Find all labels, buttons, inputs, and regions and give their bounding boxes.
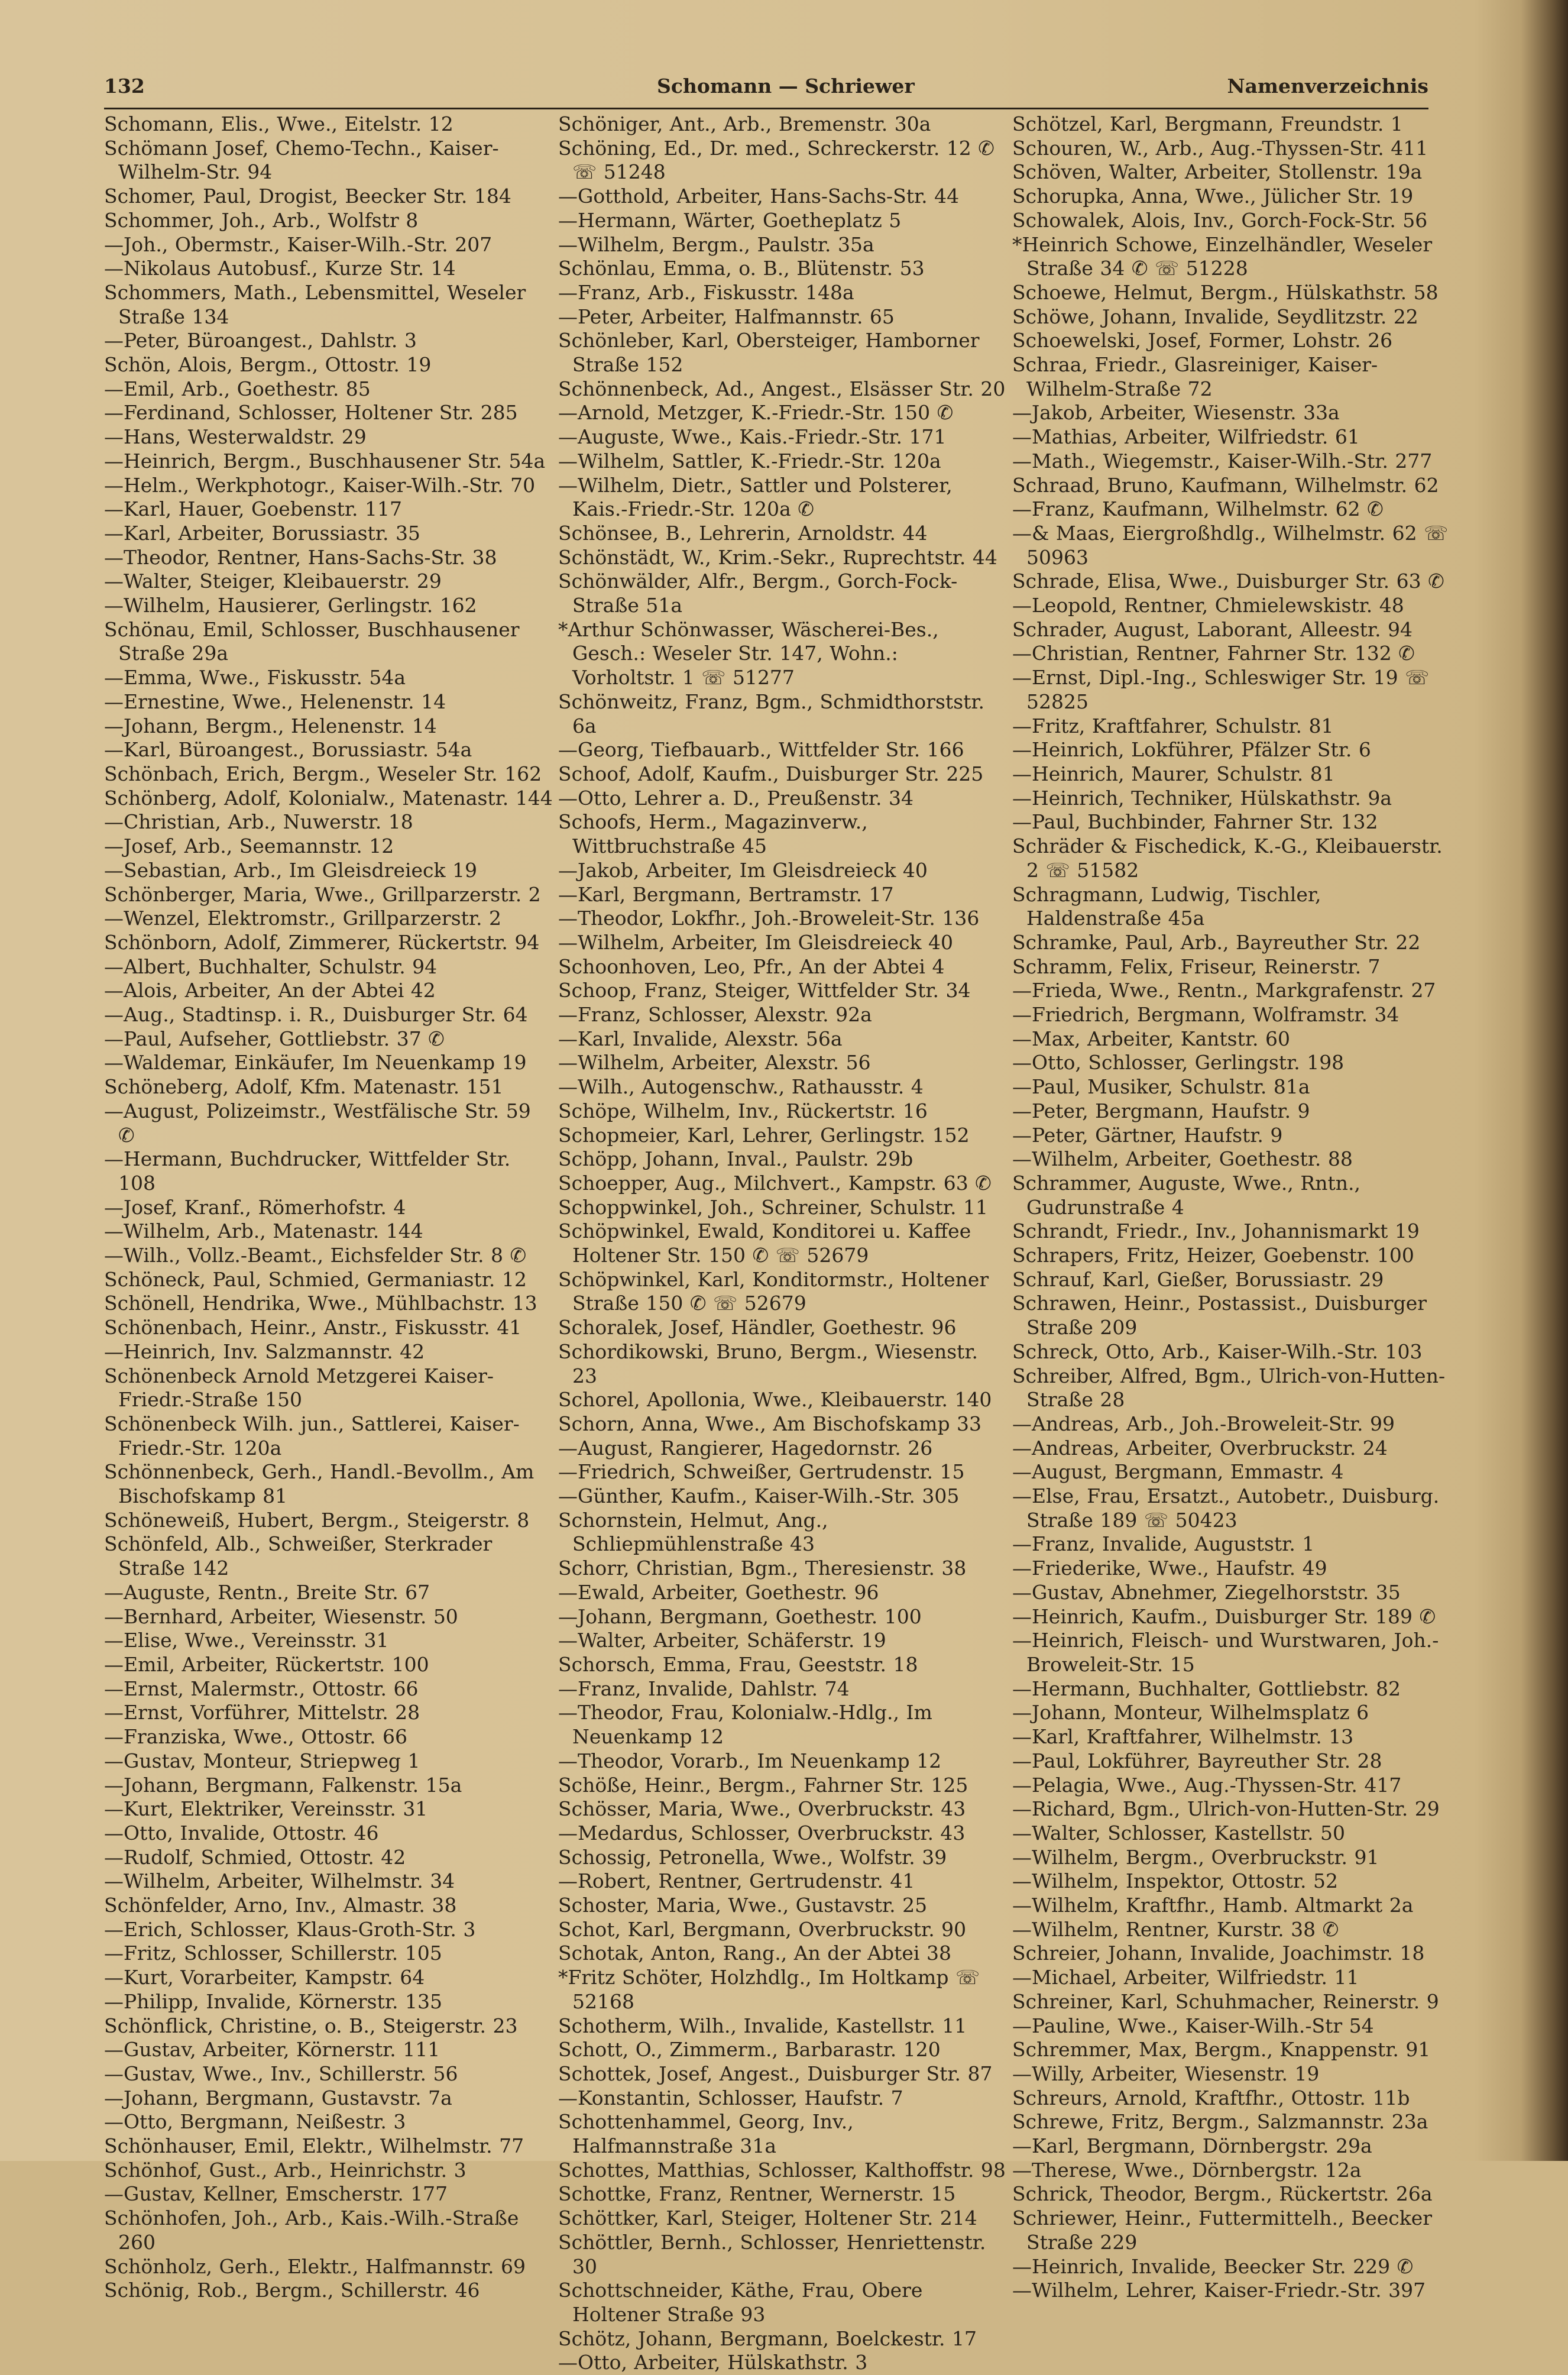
directory-entry: —Josef, Kranf., Römerhofstr. 4: [104, 1195, 406, 1219]
directory-entry: Schönenbeck Arnold Metzgerei Kaiser-Friedr.-Straße 150: [104, 1364, 494, 1412]
directory-entry: —Ernestine, Wwe., Helenenstr. 14: [104, 690, 446, 713]
directory-entry: —Friedrich, Bergmann, Wolframstr. 34: [1012, 1003, 1399, 1027]
directory-entry: Schoof, Adolf, Kaufm., Duisburger Str. 225: [558, 762, 984, 785]
directory-entry: —Peter, Bergmann, Haufstr. 9: [1012, 1099, 1310, 1122]
directory-entry: Schönhofen, Joh., Arb., Kais.-Wilh.-Straße 260: [104, 2206, 519, 2254]
directory-entry: Schramm, Felix, Friseur, Reinerstr. 7: [1012, 954, 1381, 978]
directory-entry: Schötzel, Karl, Bergmann, Freundstr. 1: [1012, 112, 1403, 135]
directory-entry: Schönfelder, Arno, Inv., Almastr. 38: [104, 1894, 457, 1917]
directory-entry: —Theodor, Lokfhr., Joh.-Broweleit-Str. 136: [558, 907, 980, 930]
directory-entry: Schossig, Petronella, Wwe., Wolfstr. 39: [558, 1845, 947, 1869]
directory-entry: Schrandt, Friedr., Inv., Johannismarkt 19: [1012, 1219, 1420, 1243]
directory-entry: —Hermann, Buchdrucker, Wittfelder Str. 108: [104, 1147, 511, 1195]
directory-entry: Schotak, Anton, Rang., An der Abtei 38: [558, 1942, 951, 1965]
directory-entry: —Wilhelm, Kraftfhr., Hamb. Altmarkt 2a: [1012, 1894, 1414, 1917]
directory-entry: —Gustav, Arbeiter, Körnerstr. 111: [104, 2038, 440, 2062]
directory-entry: —Otto, Schlosser, Gerlingstr. 198: [1012, 1051, 1345, 1075]
directory-entry: —Franz, Kaufmann, Wilhelmstr. 62 ✆: [1012, 497, 1384, 521]
directory-entry: Schreck, Otto, Arb., Kaiser-Wilh.-Str. 103: [1012, 1339, 1423, 1363]
directory-entry: Schönleber, Karl, Obersteiger, Hamborner Straße 152: [558, 329, 980, 377]
directory-entry: *Heinrich Schowe, Einzelhändler, Weseler Straße 34 ✆ ☏ 51228: [1012, 232, 1433, 280]
directory-entry: —Alois, Arbeiter, An der Abtei 42: [104, 979, 436, 1002]
directory-entry: —Ernst, Vorführer, Mittelstr. 28: [104, 1701, 420, 1724]
directory-entry: —Karl, Invalide, Alexstr. 56a: [558, 1027, 843, 1050]
directory-entry: Schrammer, Auguste, Wwe., Rntn., Gudrunstraße 4: [1012, 1171, 1360, 1219]
directory-entry: Schöven, Walter, Arbeiter, Stollenstr. 19a: [1012, 160, 1423, 184]
directory-entry: —Karl, Hauer, Goebenstr. 117: [104, 497, 402, 521]
directory-entry: Schorn, Anna, Wwe., Am Bischofskamp 33: [558, 1412, 982, 1435]
directory-entry: —Johann, Bergm., Helenenstr. 14: [104, 714, 437, 737]
directory-entry: —Ferdinand, Schlosser, Holtener Str. 285: [104, 401, 518, 425]
directory-entry: —Johann, Bergmann, Goethestr. 100: [558, 1604, 922, 1628]
page-header: [104, 75, 1428, 111]
directory-entry: Schramke, Paul, Arb., Bayreuther Str. 22: [1012, 930, 1421, 954]
directory-entry: —Walter, Schlosser, Kastellstr. 50: [1012, 1821, 1345, 1845]
directory-entry: —Wilhelm, Arbeiter, Wilhelmstr. 34: [104, 1869, 455, 1893]
directory-entry: Schönlau, Emma, o. B., Blütenstr. 53: [558, 257, 925, 280]
directory-entry: —Peter, Arbeiter, Halfmannstr. 65: [558, 305, 895, 328]
directory-entry: —Gustav, Abnehmer, Ziegelhorststr. 35: [1012, 1580, 1401, 1604]
directory-entry: Schönnenbeck, Gerh., Handl.-Bevollm., Am Bischofskamp 81: [104, 1460, 534, 1508]
directory-entry: —August, Rangierer, Hagedornstr. 26: [558, 1436, 933, 1460]
directory-entry: —Willy, Arbeiter, Wiesenstr. 19: [1012, 2062, 1320, 2085]
directory-entry: —Theodor, Vorarb., Im Neuenkamp 12: [558, 1749, 942, 1772]
directory-entry: Schorel, Apollonia, Wwe., Kleibauerstr. 140: [558, 1388, 992, 1412]
directory-entry: —Walter, Arbeiter, Schäferstr. 19: [558, 1629, 886, 1652]
directory-entry: —Karl, Bergmann, Dörnbergstr. 29a: [1012, 2134, 1372, 2158]
directory-entry: —Hermann, Wärter, Goetheplatz 5: [558, 208, 902, 232]
directory-entry: —Georg, Tiefbauarb., Wittfelder Str. 166: [558, 738, 964, 762]
directory-entry: —Robert, Rentner, Gertrudenstr. 41: [558, 1869, 915, 1893]
directory-entry: Schöße, Heinr., Bergm., Fahrner Str. 125: [558, 1773, 968, 1797]
directory-entry: Schönig, Rob., Bergm., Schillerstr. 46: [104, 2279, 480, 2302]
directory-entry: Schottschneider, Käthe, Frau, Obere Holtener Straße 93: [558, 2279, 923, 2326]
directory-entry: —Theodor, Frau, Kolonialw.-Hdlg., Im Neuenkamp 12: [558, 1701, 932, 1749]
directory-entry: —Konstantin, Schlosser, Haufstr. 7: [558, 2086, 903, 2109]
column-2: [558, 112, 1007, 2375]
directory-entry: *Fritz Schöter, Holzhdlg., Im Holtkamp ☏ 52168: [558, 1966, 980, 2013]
directory-entry: —Pelagia, Wwe., Aug.-Thyssen-Str. 417: [1012, 1773, 1402, 1797]
directory-entry: —Math., Wiegemstr., Kaiser-Wilh.-Str. 277: [1012, 449, 1433, 473]
directory-entry: Schott, O., Zimmerm., Barbarastr. 120: [558, 2038, 941, 2062]
directory-entry: Schöneberg, Adolf, Kfm. Matenastr. 151: [104, 1075, 504, 1099]
directory-entry: Schötz, Johann, Bergmann, Boelckestr. 17: [558, 2327, 977, 2350]
directory-entry: Schordikowski, Bruno, Bergm., Wiesenstr. 23: [558, 1339, 979, 1387]
directory-entry: Schönell, Hendrika, Wwe., Mühlbachstr. 13: [104, 1292, 537, 1315]
directory-entry: Schrade, Elisa, Wwe., Duisburger Str. 63 ✆: [1012, 570, 1444, 593]
directory-entry: Schomer, Paul, Drogist, Beecker Str. 184: [104, 185, 511, 208]
directory-entry: —Albert, Buchhalter, Schulstr. 94: [104, 954, 438, 978]
directory-entry: Schönweitz, Franz, Bgm., Schmidthorststr. 6a: [558, 690, 985, 737]
directory-entry: —Franziska, Wwe., Ottostr. 66: [104, 1725, 408, 1749]
directory-entry: Schreurs, Arnold, Kraftfhr., Ottostr. 11b: [1012, 2086, 1410, 2109]
directory-entry: Schönnenbeck, Ad., Angest., Elsässer Str. 20: [558, 377, 1006, 400]
directory-entry: —Karl, Büroangest., Borussiastr. 54a: [104, 738, 472, 762]
directory-entry: Schottes, Matthias, Schlosser, Kalthoffstr. 98: [558, 2158, 1006, 2182]
directory-entry: —Emil, Arbeiter, Rückertstr. 100: [104, 1653, 429, 1676]
directory-entry: —Walter, Steiger, Kleibauerstr. 29: [104, 570, 442, 593]
directory-entry: —Else, Frau, Ersatzt., Autobetr., Duisburg. Straße 189 ☏ 50423: [1012, 1484, 1440, 1532]
directory-entry: Schönborn, Adolf, Zimmerer, Rückertstr. 94: [104, 930, 540, 954]
directory-entry: Schremmer, Max, Bergm., Knappenstr. 91: [1012, 2038, 1431, 2062]
directory-entry: Schragmann, Ludwig, Tischler, Haldenstraße 45a: [1012, 882, 1321, 930]
directory-entry: Schönflick, Christine, o. B., Steigerstr. 23: [104, 2014, 518, 2037]
directory-entry: —Jakob, Arbeiter, Wiesenstr. 33a: [1012, 401, 1340, 425]
directory-entry: —Wilhelm, Hausierer, Gerlingstr. 162: [104, 594, 477, 617]
directory-entry: —Andreas, Arb., Joh.-Broweleit-Str. 99: [1012, 1412, 1395, 1435]
directory-entry: —Heinrich, Kaufm., Duisburger Str. 189 ✆: [1012, 1604, 1436, 1628]
column-1: [104, 112, 553, 2303]
directory-entry: —Günther, Kaufm., Kaiser-Wilh.-Str. 305: [558, 1484, 960, 1508]
directory-entry: —Franz, Arb., Fiskusstr. 148a: [558, 280, 854, 304]
directory-entry: —Philipp, Invalide, Körnerstr. 135: [104, 1989, 442, 2013]
name-range: Schomann — Schriewer: [657, 75, 915, 98]
directory-entry: —Rudolf, Schmied, Ottostr. 42: [104, 1845, 406, 1869]
directory-entry: Schornstein, Helmut, Ang., Schliepmühlenstraße 43: [558, 1508, 828, 1556]
directory-entry: Schönberger, Maria, Wwe., Grillparzerstr. 2: [104, 882, 541, 906]
directory-entry: —Ewald, Arbeiter, Goethestr. 96: [558, 1580, 879, 1604]
directory-entry: Schoofs, Herm., Magazinverw., Wittbruchstraße 45: [558, 810, 868, 858]
directory-entry: —Joh., Obermstr., Kaiser-Wilh.-Str. 207: [104, 232, 493, 256]
directory-entry: —Gotthold, Arbeiter, Hans-Sachs-Str. 44: [558, 185, 960, 208]
page-number: 132: [104, 75, 145, 98]
directory-entry: —Karl, Arbeiter, Borussiastr. 35: [104, 521, 420, 545]
directory-entry: —Otto, Lehrer a. D., Preußenstr. 34: [558, 786, 913, 810]
directory-entry: —Mathias, Arbeiter, Wilfriedstr. 61: [1012, 425, 1360, 449]
directory-entry: Schottenhammel, Georg, Inv., Halfmannstraße 31a: [558, 2110, 854, 2158]
directory-entry: —Paul, Musiker, Schulstr. 81a: [1012, 1075, 1310, 1099]
directory-entry: —Wilh., Autogenschw., Rathausstr. 4: [558, 1075, 924, 1099]
directory-entry: —Heinrich, Techniker, Hülskathstr. 9a: [1012, 786, 1392, 810]
directory-entry: —Fritz, Schlosser, Schillerstr. 105: [104, 1942, 442, 1965]
directory-entry: —Kurt, Vorarbeiter, Kampstr. 64: [104, 1966, 425, 1989]
directory-entry: —Arnold, Metzger, K.-Friedr.-Str. 150 ✆: [558, 401, 954, 425]
directory-entry: —Erich, Schlosser, Klaus-Groth-Str. 3: [104, 1917, 476, 1941]
directory-entry: Schreier, Johann, Invalide, Joachimstr. 18: [1012, 1942, 1425, 1965]
directory-entry: —Otto, Bergmann, Neißestr. 3: [104, 2110, 406, 2134]
directory-entry: Schoonhoven, Leo, Pfr., An der Abtei 4: [558, 954, 945, 978]
directory-entry: —Franz, Invalide, Dahlstr. 74: [558, 1677, 850, 1700]
directory-entry: —Pauline, Wwe., Kaiser-Wilh.-Str 54: [1012, 2014, 1374, 2037]
directory-entry: Schöneweiß, Hubert, Bergm., Steigerstr. 8: [104, 1508, 530, 1532]
directory-entry: —Emil, Arb., Goethestr. 85: [104, 377, 371, 400]
directory-entry: Schöpwinkel, Ewald, Konditorei u. Kaffee Holtener Str. 150 ✆ ☏ 52679: [558, 1219, 971, 1267]
directory-entry: Schreiner, Karl, Schuhmacher, Reinerstr. 9: [1012, 1989, 1439, 2013]
directory-entry: Schottek, Josef, Angest., Duisburger Str. 87: [558, 2062, 993, 2085]
directory-entry: —Nikolaus Autobusf., Kurze Str. 14: [104, 257, 456, 280]
directory-entry: Schriewer, Heinr., Futtermittelh., Beecker Straße 229: [1012, 2206, 1433, 2254]
directory-entry: Schrawen, Heinr., Postassist., Duisburger Straße 209: [1012, 1292, 1427, 1339]
directory-entry: —& Maas, Eiergroßhdlg., Wilhelmstr. 62 ☏ 50963: [1012, 521, 1449, 569]
directory-entry: Schrewe, Fritz, Bergm., Salzmannstr. 23a: [1012, 2110, 1428, 2134]
directory-entry: —Auguste, Rentn., Breite Str. 67: [104, 1580, 430, 1604]
directory-entry: Schot, Karl, Bergmann, Overbruckstr. 90: [558, 1917, 967, 1941]
directory-entry: Schöttker, Karl, Steiger, Holtener Str. 214: [558, 2206, 977, 2230]
directory-entry: —Frieda, Wwe., Rentn., Markgrafenstr. 27: [1012, 979, 1436, 1002]
directory-entry: Schomann, Elis., Wwe., Eitelstr. 12: [104, 112, 453, 135]
directory-entry: Schrapers, Fritz, Heizer, Goebenstr. 100: [1012, 1244, 1414, 1267]
directory-entry: Schöwe, Johann, Invalide, Seydlitzstr. 22: [1012, 305, 1418, 328]
directory-entry: —Wilhelm, Arbeiter, Im Gleisdreieck 40: [558, 930, 954, 954]
directory-entry: —Ernst, Malermstr., Ottostr. 66: [104, 1677, 419, 1700]
directory-entry: —Paul, Aufseher, Gottliebstr. 37 ✆: [104, 1027, 445, 1050]
directory-entry: —Michael, Arbeiter, Wilfriedstr. 11: [1012, 1966, 1359, 1989]
directory-entry: —Christian, Arb., Nuwerstr. 18: [104, 810, 413, 834]
directory-entry: —Franz, Schlosser, Alexstr. 92a: [558, 1003, 872, 1027]
directory-entry: —Hans, Westerwaldstr. 29: [104, 425, 367, 449]
directory-entry: Schönhauser, Emil, Elektr., Wilhelmstr. 77: [104, 2134, 524, 2158]
directory-entry: —Josef, Arb., Seemannstr. 12: [104, 834, 394, 858]
directory-entry: —Karl, Kraftfahrer, Wilhelmstr. 13: [1012, 1725, 1354, 1749]
directory-entry: —Wilhelm, Inspektor, Ottostr. 52: [1012, 1869, 1338, 1893]
directory-entry: —Emma, Wwe., Fiskusstr. 54a: [104, 666, 406, 690]
directory-entry: —Jakob, Arbeiter, Im Gleisdreieck 40: [558, 858, 928, 882]
directory-entry: —Wilhelm, Bergm., Overbruckstr. 91: [1012, 1845, 1379, 1869]
directory-entry: *Arthur Schönwasser, Wäscherei-Bes., Gesch.: Weseler Str. 147, Wohn.: Vorholtstr. 1 ☏ 51277: [558, 617, 939, 690]
directory-entry: Schowalek, Alois, Inv., Gorch-Fock-Str. 56: [1012, 208, 1428, 232]
directory-entry: —Heinrich, Maurer, Schulstr. 81: [1012, 762, 1335, 785]
directory-entry: —Heinrich, Invalide, Beecker Str. 229 ✆: [1012, 2254, 1414, 2278]
directory-entry: —Wilhelm, Dietr., Sattler und Polsterer, Kais.-Friedr.-Str. 120a ✆: [558, 473, 953, 521]
directory-entry: Schoewelski, Josef, Former, Lohstr. 26: [1012, 329, 1393, 352]
directory-entry: —Wilh., Vollz.-Beamt., Eichsfelder Str. 8 ✆: [104, 1244, 527, 1267]
directory-entry: Schreiber, Alfred, Bgm., Ulrich-von-Hutten-Straße 28: [1012, 1364, 1446, 1412]
directory-entry: —Friederike, Wwe., Haufstr. 49: [1012, 1557, 1327, 1580]
directory-entry: —Sebastian, Arb., Im Gleisdreieck 19: [104, 858, 478, 882]
directory-entry: Schöpwinkel, Karl, Konditormstr., Holtener Straße 150 ✆ ☏ 52679: [558, 1267, 989, 1315]
directory-entry: —Heinrich, Fleisch- und Wurstwaren, Joh.-Broweleit-Str. 15: [1012, 1629, 1439, 1676]
directory-entry: —Wenzel, Elektromstr., Grillparzerstr. 2: [104, 907, 502, 930]
directory-entry: Schönstädt, W., Krim.-Sekr., Ruprechtstr. 44: [558, 545, 997, 569]
directory-entry: Schöpe, Wilhelm, Inv., Rückertstr. 16: [558, 1099, 928, 1122]
directory-entry: Schopmeier, Karl, Lehrer, Gerlingstr. 152: [558, 1123, 970, 1147]
directory-entry: Schönbach, Erich, Bergm., Weseler Str. 162: [104, 762, 542, 785]
directory-entry: —August, Polizeimstr., Westfälische Str. 59 ✆: [104, 1099, 531, 1147]
directory-entry: Schönfeld, Alb., Schweißer, Sterkrader Straße 142: [104, 1532, 493, 1580]
directory-entry: —Fritz, Kraftfahrer, Schulstr. 81: [1012, 714, 1334, 737]
directory-entry: —Otto, Arbeiter, Hülskathstr. 3: [558, 2351, 868, 2374]
directory-entry: —Paul, Lokführer, Bayreuther Str. 28: [1012, 1749, 1382, 1772]
directory-entry: —Kurt, Elektriker, Vereinsstr. 31: [104, 1797, 428, 1821]
directory-entry: —Auguste, Wwe., Kais.-Friedr.-Str. 171: [558, 425, 947, 449]
directory-entry: —Max, Arbeiter, Kantstr. 60: [1012, 1027, 1290, 1050]
directory-entry: —Paul, Buchbinder, Fahrner Str. 132: [1012, 810, 1378, 834]
section-title: Namenverzeichnis: [1227, 75, 1428, 98]
directory-entry: —Wilhelm, Arbeiter, Alexstr. 56: [558, 1051, 871, 1075]
directory-entry: —Johann, Monteur, Wilhelmsplatz 6: [1012, 1701, 1369, 1724]
directory-entry: —Medardus, Schlosser, Overbruckstr. 43: [558, 1821, 966, 1845]
directory-entry: Schönenbach, Heinr., Anstr., Fiskusstr. 41: [104, 1316, 522, 1339]
directory-entry: Schottke, Franz, Rentner, Wernerstr. 15: [558, 2182, 956, 2206]
directory-entry: Schönau, Emil, Schlosser, Buschhausener Straße 29a: [104, 617, 520, 665]
directory-entry: —Helm., Werkphotogr., Kaiser-Wilh.-Str. 70: [104, 473, 536, 497]
directory-entry: —Peter, Gärtner, Haufstr. 9: [1012, 1123, 1283, 1147]
directory-entry: Schommers, Math., Lebensmittel, Weseler Straße 134: [104, 280, 526, 328]
directory-entry: Schrick, Theodor, Bergm., Rückertstr. 26a: [1012, 2182, 1433, 2206]
directory-entry: Schönwälder, Alfr., Bergm., Gorch-Fock-Straße 51a: [558, 570, 958, 617]
directory-entry: —Franz, Invalide, Auguststr. 1: [1012, 1532, 1315, 1556]
directory-entry: —Johann, Bergmann, Falkenstr. 15a: [104, 1773, 462, 1797]
directory-entry: —Richard, Bgm., Ulrich-von-Hutten-Str. 29: [1012, 1797, 1440, 1821]
directory-entry: Schraa, Friedr., Glasreiniger, Kaiser-Wilhelm-Straße 72: [1012, 353, 1378, 400]
directory-entry: Schoop, Franz, Steiger, Wittfelder Str. 34: [558, 979, 971, 1002]
directory-entry: —Karl, Bergmann, Bertramstr. 17: [558, 882, 894, 906]
directory-entry: Schorsch, Emma, Frau, Geeststr. 18: [558, 1653, 918, 1676]
directory-entry: Schoppwinkel, Joh., Schreiner, Schulstr. 11: [558, 1195, 988, 1219]
directory-entry: —Wilhelm, Arb., Matenastr. 144: [104, 1219, 423, 1243]
directory-entry: —Johann, Bergmann, Gustavstr. 7a: [104, 2086, 452, 2109]
directory-entry: —Gustav, Kellner, Emscherstr. 177: [104, 2182, 448, 2206]
directory-entry: —Wilhelm, Rentner, Kurstr. 38 ✆: [1012, 1917, 1339, 1941]
directory-entry: —Gustav, Wwe., Inv., Schillerstr. 56: [104, 2062, 458, 2085]
directory-entry: —Ernst, Dipl.-Ing., Schleswiger Str. 19 ☏ 52825: [1012, 666, 1430, 713]
directory-entry: —Therese, Wwe., Dörnbergstr. 12a: [1012, 2158, 1362, 2182]
directory-entry: Schönsee, B., Lehrerin, Arnoldstr. 44: [558, 521, 928, 545]
directory-entry: Schöpp, Johann, Inval., Paulstr. 29b: [558, 1147, 913, 1171]
directory-entry: Schrauf, Karl, Gießer, Borussiastr. 29: [1012, 1267, 1384, 1291]
directory-entry: —Otto, Invalide, Ottostr. 46: [104, 1821, 379, 1845]
directory-entry: —Heinrich, Bergm., Buschhausener Str. 54a: [104, 449, 546, 473]
directory-entry: —Leopold, Rentner, Chmielewskistr. 48: [1012, 594, 1404, 617]
directory-entry: Schoepper, Aug., Milchvert., Kampstr. 63 ✆: [558, 1171, 992, 1195]
directory-entry: —Heinrich, Inv. Salzmannstr. 42: [104, 1339, 425, 1363]
directory-entry: —Wilhelm, Lehrer, Kaiser-Friedr.-Str. 397: [1012, 2279, 1426, 2302]
directory-entry: Schoewe, Helmut, Bergm., Hülskathstr. 58: [1012, 280, 1439, 304]
directory-entry: Schrader, August, Laborant, Alleestr. 94: [1012, 617, 1413, 641]
directory-entry: —Andreas, Arbeiter, Overbruckstr. 24: [1012, 1436, 1388, 1460]
directory-entry: Schöning, Ed., Dr. med., Schreckerstr. 12 ✆ ☏ 51248: [558, 136, 994, 184]
directory-entry: —Gustav, Monteur, Striepweg 1: [104, 1749, 420, 1772]
directory-entry: Schorr, Christian, Bgm., Theresienstr. 38: [558, 1557, 967, 1580]
directory-entry: —Hermann, Buchhalter, Gottliebstr. 82: [1012, 1677, 1401, 1700]
directory-entry: —Wilhelm, Sattler, K.-Friedr.-Str. 120a: [558, 449, 941, 473]
directory-entry: —Elise, Wwe., Vereinsstr. 31: [104, 1629, 389, 1652]
directory-entry: Schöttler, Bernh., Schlosser, Henriettenstr. 30: [558, 2230, 986, 2278]
directory-entry: Schoralek, Josef, Händler, Goethestr. 96: [558, 1316, 957, 1339]
directory-entry: —Peter, Büroangest., Dahlstr. 3: [104, 329, 417, 352]
directory-entry: Schöneck, Paul, Schmied, Germaniastr. 12: [104, 1267, 527, 1291]
directory-entry: Schräder & Fischedick, K.-G., Kleibauerstr. 2 ☏ 51582: [1012, 834, 1443, 882]
directory-entry: —Wilhelm, Arbeiter, Goethestr. 88: [1012, 1147, 1353, 1171]
directory-entry: —Bernhard, Arbeiter, Wiesenstr. 50: [104, 1604, 458, 1628]
directory-entry: Schraad, Bruno, Kaufmann, Wilhelmstr. 62: [1012, 473, 1439, 497]
directory-entry: Schouren, W., Arb., Aug.-Thyssen-Str. 411: [1012, 136, 1428, 160]
directory-entry: Schoster, Maria, Wwe., Gustavstr. 25: [558, 1894, 928, 1917]
directory-entry: Schön, Alois, Bergm., Ottostr. 19: [104, 353, 432, 377]
directory-entry: —Friedrich, Schweißer, Gertrudenstr. 15: [558, 1460, 965, 1484]
directory-entry: Schönhof, Gust., Arb., Heinrichstr. 3: [104, 2158, 466, 2182]
directory-entry: —Theodor, Rentner, Hans-Sachs-Str. 38: [104, 545, 497, 569]
directory-entry: Schönholz, Gerh., Elektr., Halfmannstr. 69: [104, 2254, 526, 2278]
directory-entry: Schösser, Maria, Wwe., Overbruckstr. 43: [558, 1797, 966, 1821]
directory-entry: —Waldemar, Einkäufer, Im Neuenkamp 19: [104, 1051, 527, 1075]
directory-entry: —August, Bergmann, Emmastr. 4: [1012, 1460, 1344, 1484]
directory-entry: Schommer, Joh., Arb., Wolfstr 8: [104, 208, 419, 232]
directory-entry: Schöniger, Ant., Arb., Bremenstr. 30a: [558, 112, 931, 135]
directory-entry: Schönberg, Adolf, Kolonialw., Matenastr. 144: [104, 786, 553, 810]
directory-entry: —Christian, Rentner, Fahrner Str. 132 ✆: [1012, 642, 1415, 665]
directory-entry: Schotherm, Wilh., Invalide, Kastellstr. 11: [558, 2014, 967, 2037]
directory-entry: —Aug., Stadtinsp. i. R., Duisburger Str. 64: [104, 1003, 528, 1027]
directory-entry: —Wilhelm, Bergm., Paulstr. 35a: [558, 232, 874, 256]
column-3: [1012, 112, 1462, 2303]
directory-entry: Schönenbeck Wilh. jun., Sattlerei, Kaiser-Friedr.-Str. 120a: [104, 1412, 520, 1460]
directory-entry: Schömann Josef, Chemo-Techn., Kaiser-Wilhelm-Str. 94: [104, 136, 499, 184]
directory-entry: —Heinrich, Lokführer, Pfälzer Str. 6: [1012, 738, 1371, 762]
directory-entry: Schorupka, Anna, Wwe., Jülicher Str. 19: [1012, 185, 1414, 208]
header-rule: [104, 108, 1428, 109]
